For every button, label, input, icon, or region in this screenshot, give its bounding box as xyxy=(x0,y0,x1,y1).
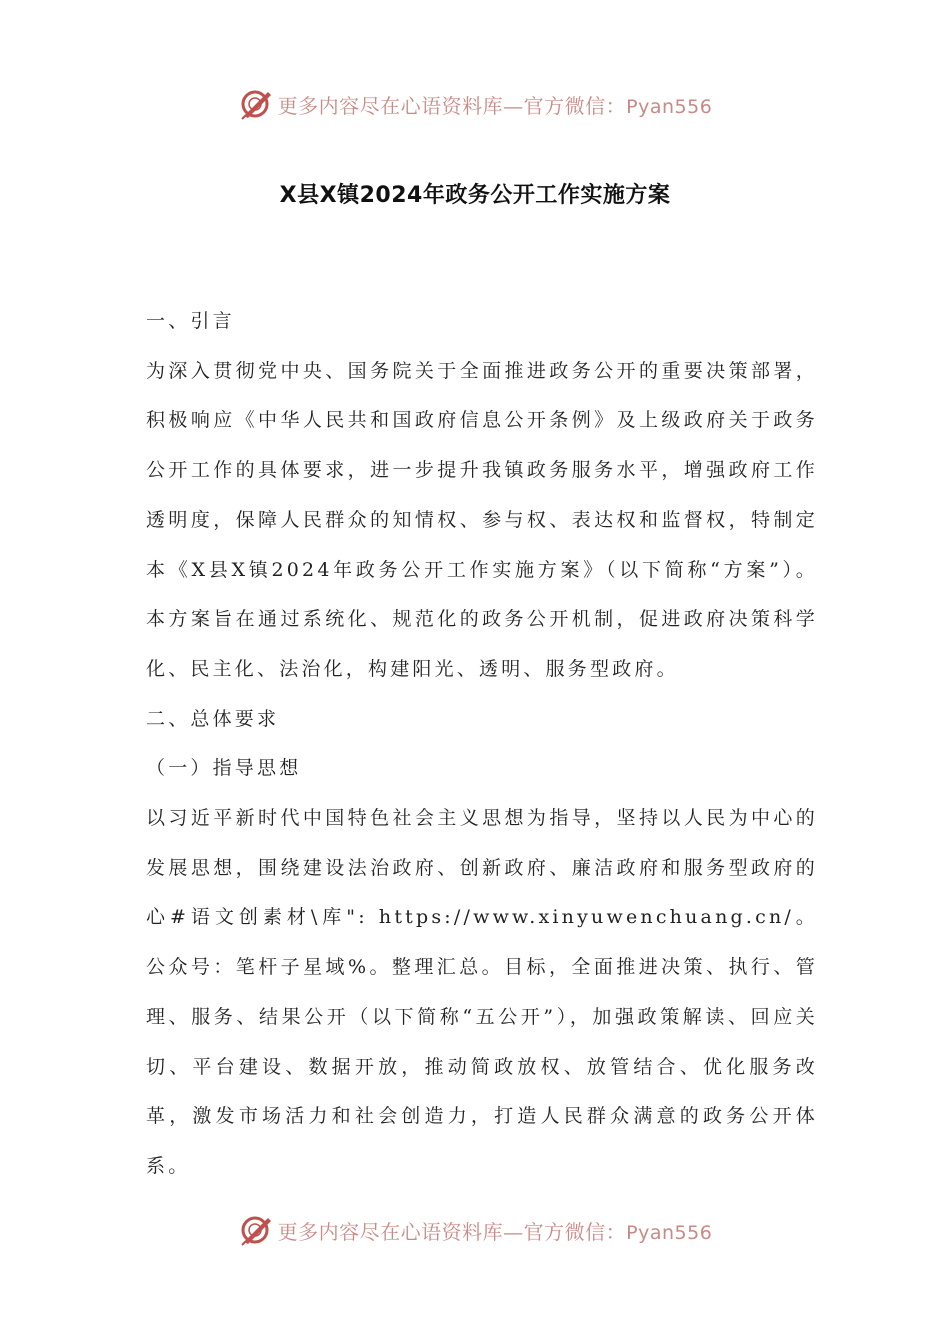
subsection-heading-guiding-ideology: （一）指导思想 xyxy=(146,757,302,780)
quill-logo-icon xyxy=(238,1212,274,1248)
paragraph-guiding-ideology: 以习近平新时代中国特色社会主义思想为指导，坚持以人民为中心的发展思想，围绕建设法治政府、创新政府、廉洁政府和服务型政府的心#语文创素材\库": https://www.xinyuwenchuang.cn/。公众号：笔杆子星域%。整理汇总。目标，全面推进决策、执行、管理、服务、结果公开（以下简称“五公开”），加强政策解读、回应关切、平台建设、数据开放，推动简政放权、放管结合、优化服务改革，激发市场活力和社会创造力，打造人民群众满意的政务公开体系。 xyxy=(146,807,818,1177)
paragraph-intro: 为深入贯彻党中央、国务院关于全面推进政务公开的重要决策部署，积极响应《中华人民共和国政府信息公开条例》及上级政府关于政务公开工作的具体要求，进一步提升我镇政务服务水平，增强政府工作透明度，保障人民群众的知情权、参与权、表达权和监督权，特制定本《X县X镇2024年政务公开工作实施方案》（以下简称“方案”）。本方案旨在通过系统化、规范化的政务公开机制，促进政府决策科学化、民主化、法治化，构建阳光、透明、服务型政府。 xyxy=(146,359,818,680)
section-heading-requirements: 二、总体要求 xyxy=(146,707,280,730)
footer-banner xyxy=(0,1210,950,1250)
document-body xyxy=(146,297,818,1192)
section-heading-intro: 一、引言 xyxy=(146,310,235,332)
banner-text: 更多内容尽在心语资料库—官方微信：Pyan556 xyxy=(277,1219,713,1244)
quill-logo-icon xyxy=(238,86,274,122)
header-banner xyxy=(0,84,950,124)
wechat-id: Pyan556 xyxy=(626,95,713,118)
document-title: X县X镇2024年政务公开工作实施方案 xyxy=(279,183,671,208)
wechat-id: Pyan556 xyxy=(626,1221,713,1244)
banner-text: 更多内容尽在心语资料库—官方微信：Pyan556 xyxy=(277,93,713,118)
